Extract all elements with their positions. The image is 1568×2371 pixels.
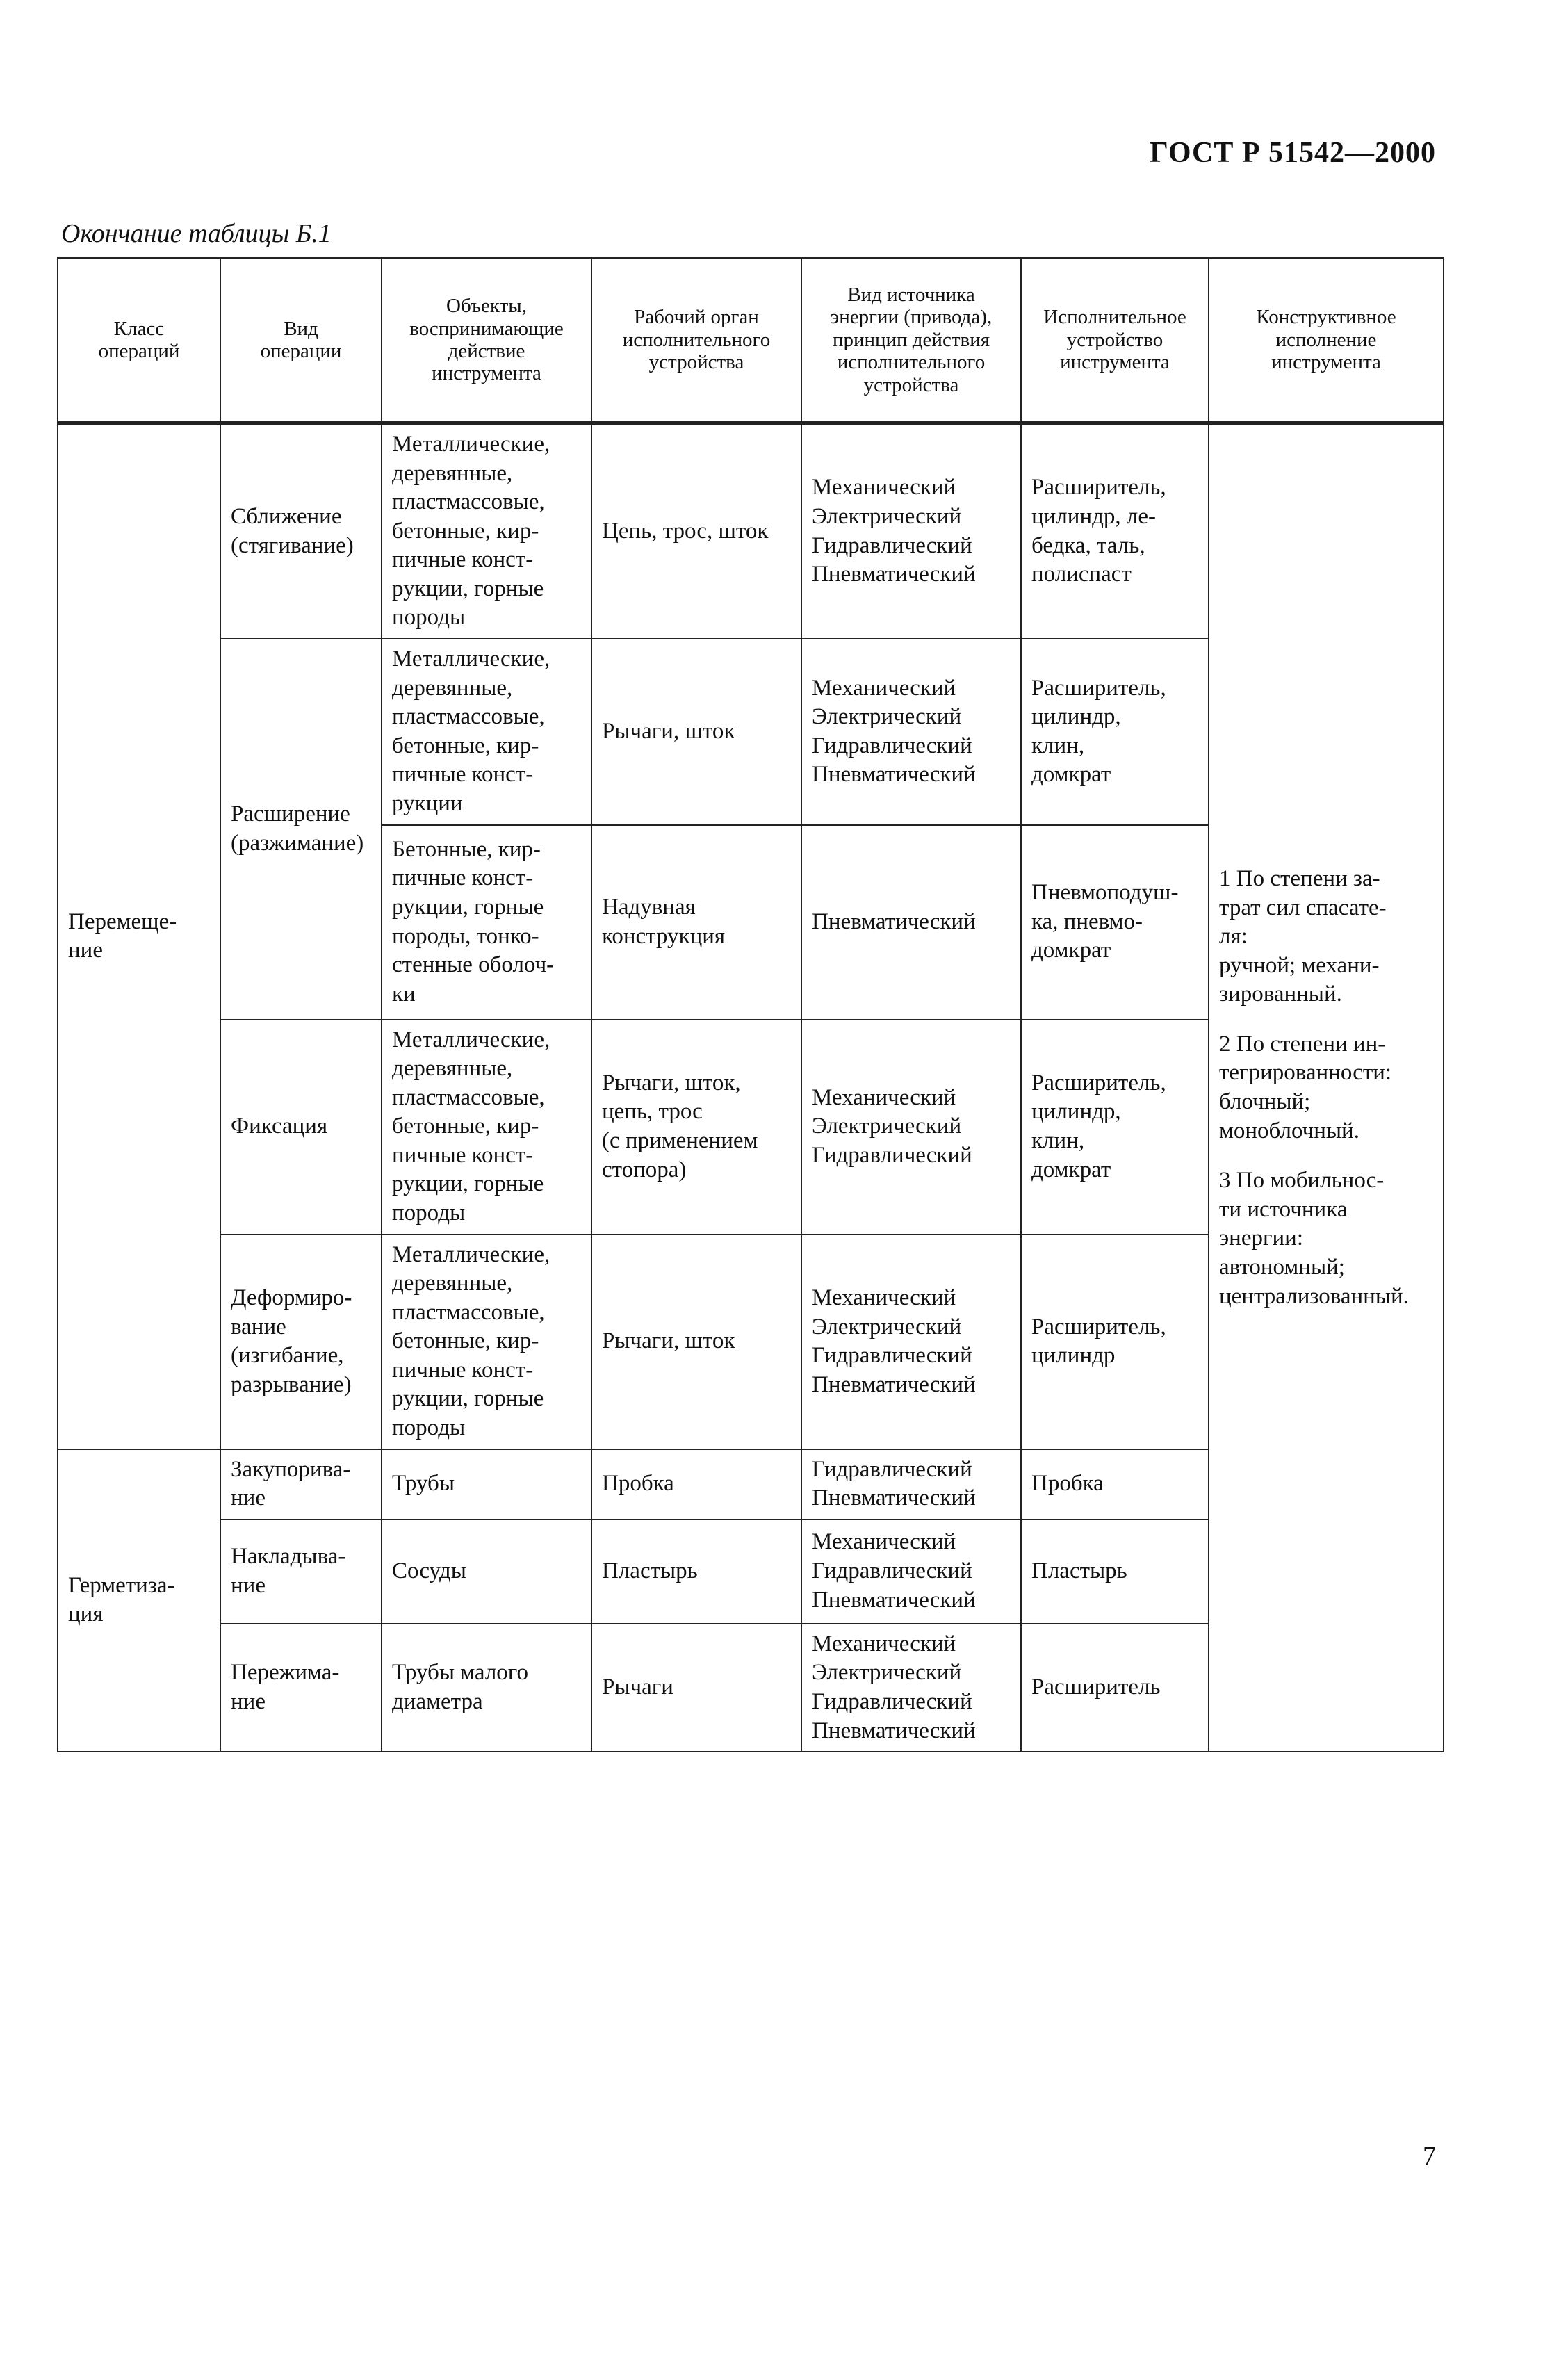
cell-organ: Надувная конструкция: [591, 825, 801, 1020]
design-note-3: 3 По мобильнос- ти источника энергии: автономный; централизованный.: [1219, 1168, 1409, 1309]
col-header-design: Конструктивное исполнение инструмента: [1209, 258, 1444, 423]
cell-op: Фиксация: [220, 1020, 382, 1235]
cell-device: Пневмоподуш- ка, пневмо- домкрат: [1021, 825, 1209, 1020]
cell-op: Сближение (стягивание): [220, 423, 382, 639]
group-seal: Герметиза- ция: [58, 1449, 220, 1752]
cell-organ: Пластырь: [591, 1519, 801, 1624]
cell-device: Пробка: [1021, 1449, 1209, 1519]
cell-op: Пережима- ние: [220, 1624, 382, 1752]
col-header-objects: Объекты, воспринимающие действие инструмента: [382, 258, 591, 423]
cell-op: Деформиро- вание (изгибание, разрывание): [220, 1235, 382, 1449]
operations-table: [57, 257, 1444, 1752]
cell-energy: Механический Электрический Гидравлический Пневматический: [801, 1624, 1021, 1752]
cell-obj: Металлические, деревянные, пластмассовые, бетонные, кир- пичные конст- рукции, горные породы: [382, 423, 591, 639]
cell-energy: Механический Электрический Гидравлический: [801, 1020, 1021, 1235]
cell-op: Расширение (разжимание): [220, 639, 382, 1019]
table-row: [58, 423, 1444, 639]
cell-obj: Трубы малого диаметра: [382, 1624, 591, 1752]
standard-number: ГОСТ Р 51542—2000: [1150, 137, 1436, 169]
cell-device: Расширитель, цилиндр, клин, домкрат: [1021, 639, 1209, 824]
col-header-device: Исполнительное устройство инструмента: [1021, 258, 1209, 423]
col-header-energy: Вид источника энергии (привода), принцип действия исполнительного устройства: [801, 258, 1021, 423]
cell-energy: Механический Гидравлический Пневматический: [801, 1519, 1021, 1624]
cell-energy: Механический Электрический Гидравлический Пневматический: [801, 639, 1021, 824]
col-header-class: Класс операций: [58, 258, 220, 423]
cell-organ: Цепь, трос, шток: [591, 423, 801, 639]
cell-obj: Трубы: [382, 1449, 591, 1519]
cell-energy: Механический Электрический Гидравлический Пневматический: [801, 423, 1021, 639]
cell-op: Закупорива- ние: [220, 1449, 382, 1519]
group-move: Перемеще- ние: [58, 423, 220, 1449]
cell-device: Пластырь: [1021, 1519, 1209, 1624]
design-notes: [1209, 423, 1444, 1752]
cell-obj: Металлические, деревянные, пластмассовые, бетонные, кир- пичные конст- рукции, горные породы: [382, 1235, 591, 1449]
cell-obj: Бетонные, кир- пичные конст- рукции, горные породы, тонко- стенные оболоч- ки: [382, 825, 591, 1020]
cell-obj: Металлические, деревянные, пластмассовые, бетонные, кир- пичные конст- рукции: [382, 639, 591, 824]
cell-device: Расширитель, цилиндр: [1021, 1235, 1209, 1449]
cell-device: Расширитель: [1021, 1624, 1209, 1752]
cell-op: Накладыва- ние: [220, 1519, 382, 1624]
cell-obj: Металлические, деревянные, пластмассовые, бетонные, кир- пичные конст- рукции, горные породы: [382, 1020, 591, 1235]
table-header-row: [58, 258, 1444, 423]
cell-organ: Рычаги, шток, цепь, трос (с применением стопора): [591, 1020, 801, 1235]
cell-organ: Пробка: [591, 1449, 801, 1519]
table-caption: Окончание таблицы Б.1: [61, 219, 332, 248]
cell-energy: Гидравлический Пневматический: [801, 1449, 1021, 1519]
cell-organ: Рычаги, шток: [591, 1235, 801, 1449]
col-header-operation: Вид операции: [220, 258, 382, 423]
cell-energy: Пневматический: [801, 825, 1021, 1020]
col-header-working-organ: Рабочий орган исполнительного устройства: [591, 258, 801, 423]
cell-obj: Сосуды: [382, 1519, 591, 1624]
cell-device: Расширитель, цилиндр, клин, домкрат: [1021, 1020, 1209, 1235]
cell-energy: Механический Электрический Гидравлический Пневматический: [801, 1235, 1021, 1449]
page-number: 7: [1423, 2142, 1436, 2171]
cell-device: Расширитель, цилиндр, ле- бедка, таль, полиспаст: [1021, 423, 1209, 639]
design-note-1: 1 По степени за- трат сил спасате- ля: ручной; механи- зированный.: [1219, 865, 1387, 1007]
cell-organ: Рычаги: [591, 1624, 801, 1752]
cell-organ: Рычаги, шток: [591, 639, 801, 824]
design-note-2: 2 По степени ин- тегрированности: блочный; моноблочный.: [1219, 1031, 1392, 1143]
